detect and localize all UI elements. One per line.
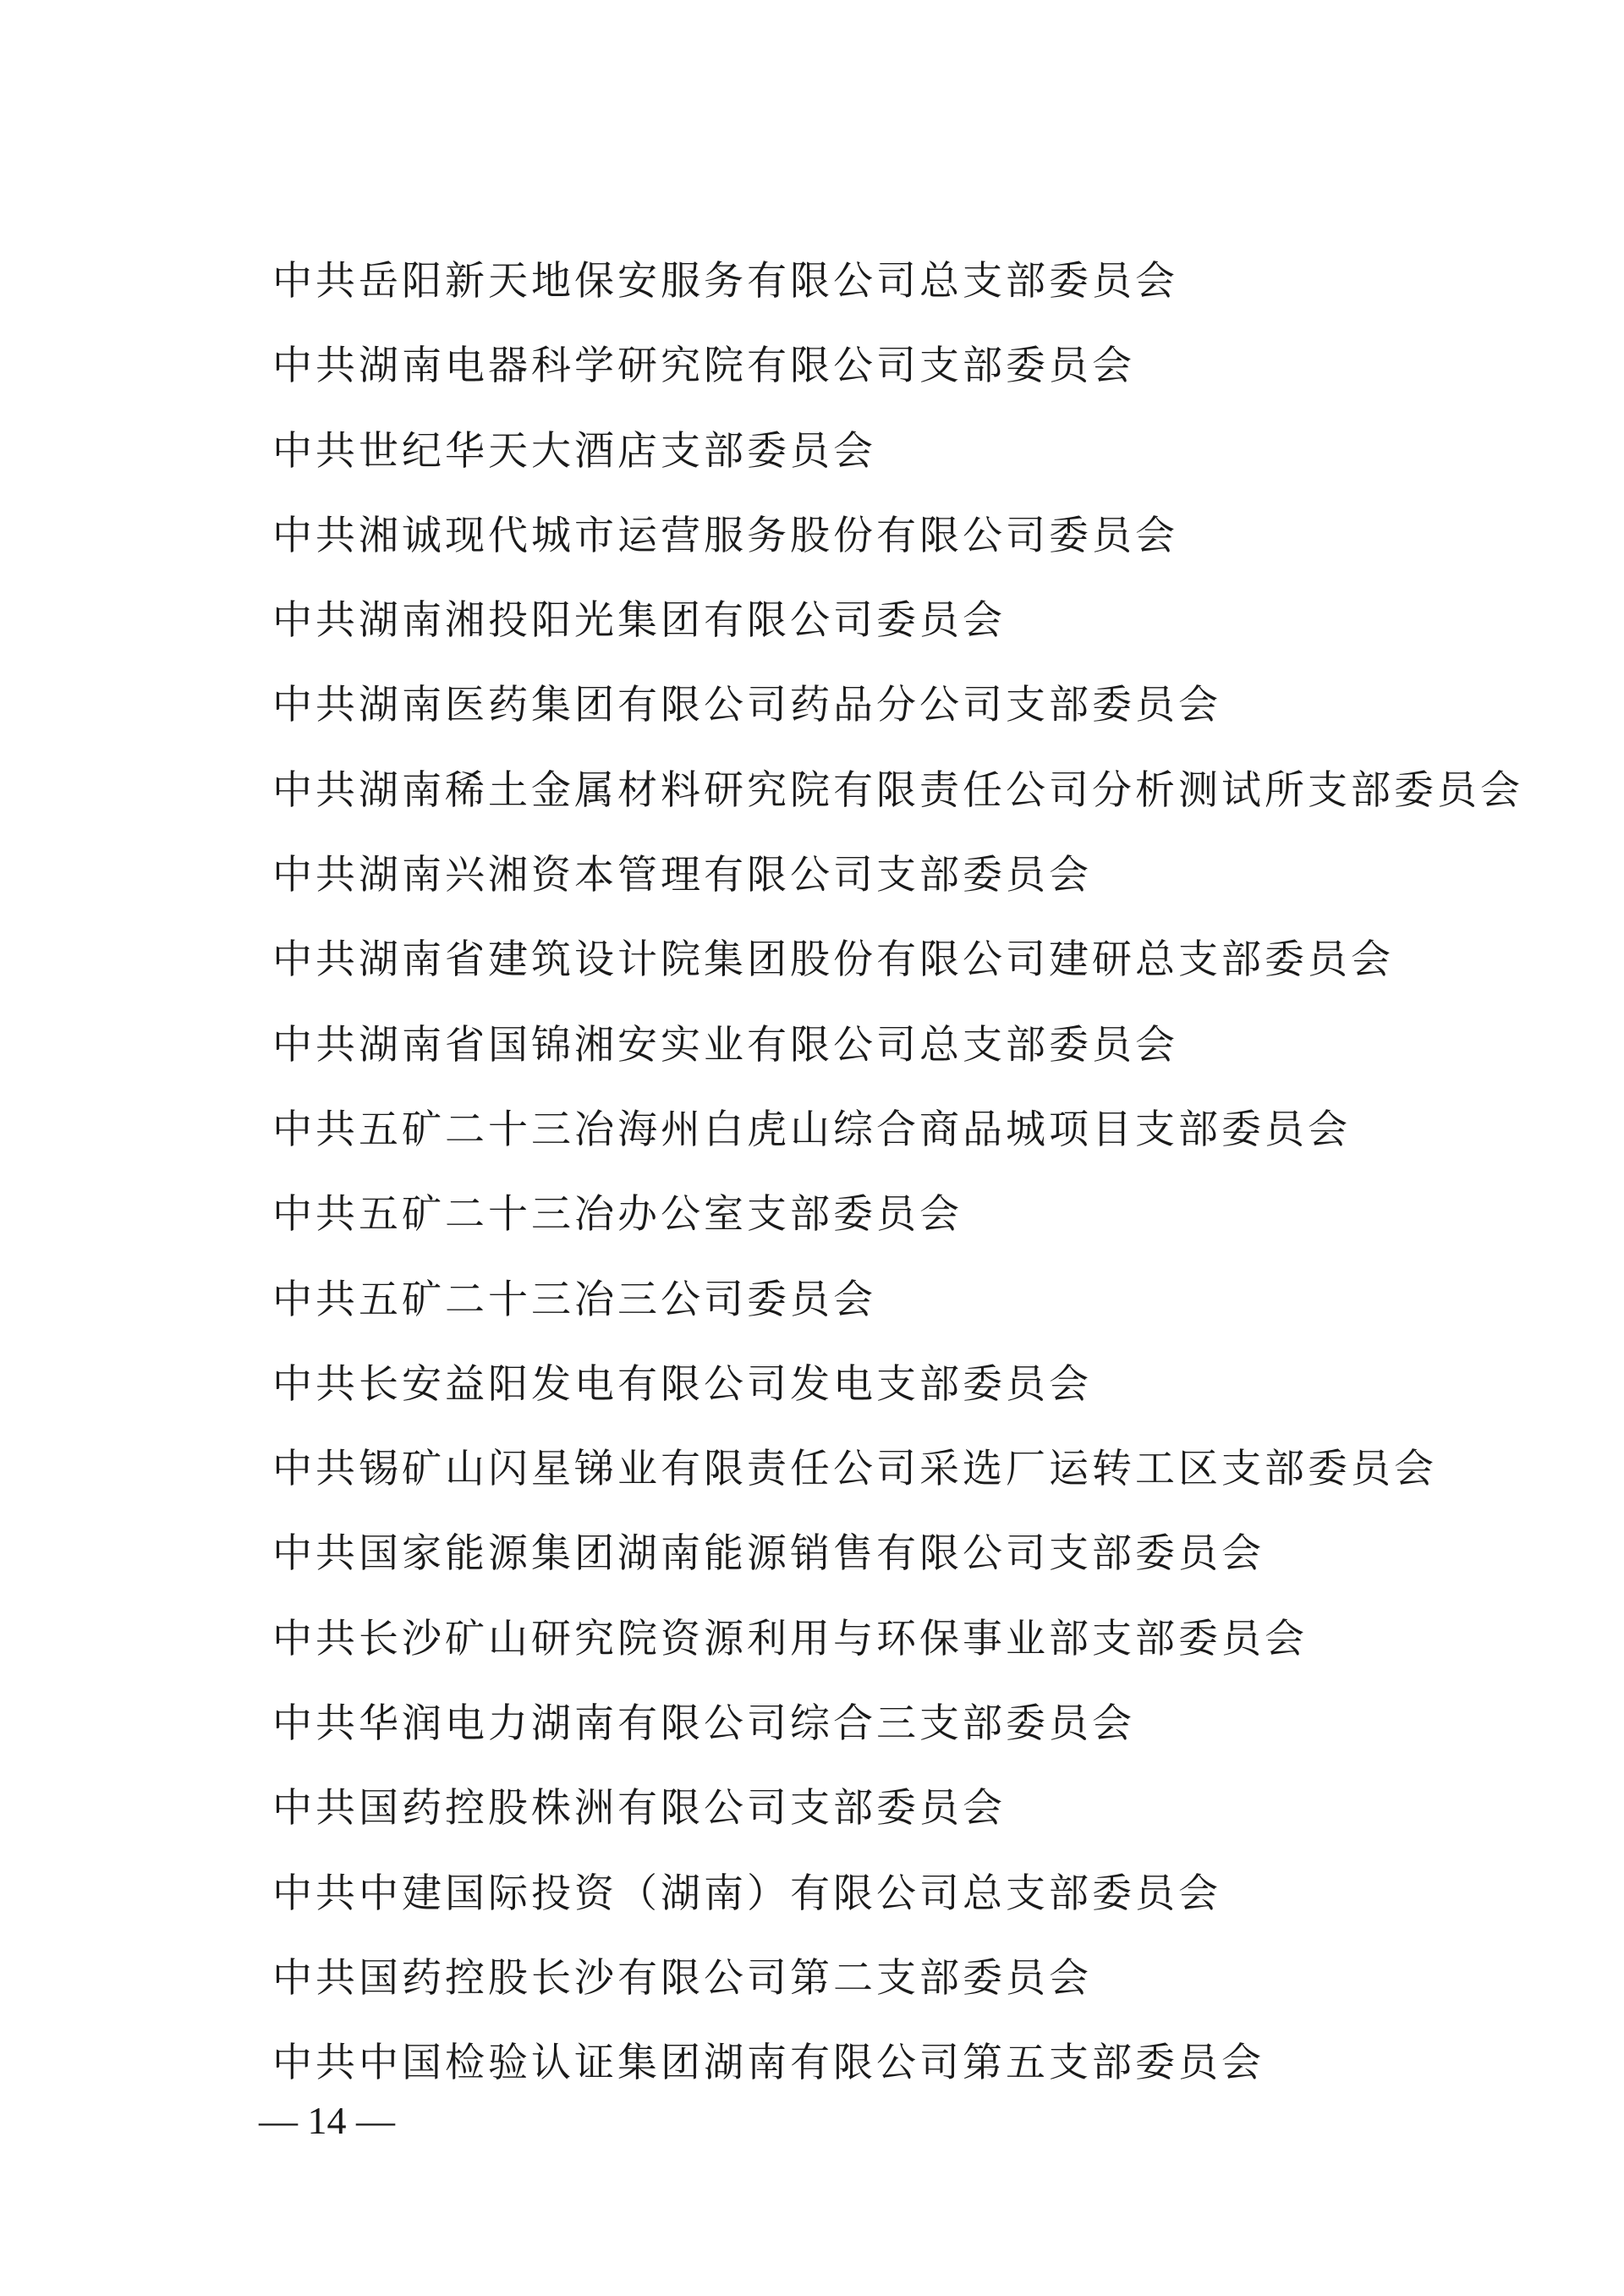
list-item: 中共湖南医药集团有限公司药品分公司支部委员会 xyxy=(272,682,1221,729)
page-number: — 14 — xyxy=(259,2099,395,2142)
list-item: 中共湖南湘投阳光集团有限公司委员会 xyxy=(272,597,1006,645)
organization-list xyxy=(272,239,1523,2106)
list-item: 中共国家能源集团湖南能源销售有限公司支部委员会 xyxy=(272,1530,1265,1578)
list-item: 中共华润电力湖南有限公司综合三支部委员会 xyxy=(272,1700,1135,1748)
list-item: 中共国药控股长沙有限公司第二支部委员会 xyxy=(272,1954,1092,2002)
list-item: 中共湖南兴湘资本管理有限公司支部委员会 xyxy=(272,852,1092,899)
list-item: 中共五矿二十三冶办公室支部委员会 xyxy=(272,1191,963,1239)
list-item: 中共五矿二十三冶三公司委员会 xyxy=(272,1276,876,1323)
list-item: 中共锡矿山闪星锑业有限责任公司采选厂运转工区支部委员会 xyxy=(272,1446,1437,1493)
list-item: 中共湖南电器科学研究院有限公司支部委员会 xyxy=(272,343,1135,390)
list-item: 中共湖南省建筑设计院集团股份有限公司建研总支部委员会 xyxy=(272,937,1394,984)
list-item: 中共五矿二十三冶海州白虎山综合商品城项目支部委员会 xyxy=(272,1106,1351,1153)
list-item: 中共长沙矿山研究院资源利用与环保事业部支部委员会 xyxy=(272,1615,1308,1662)
list-item: 中共中国检验认证集团湖南有限公司第五支部委员会 xyxy=(272,2040,1265,2087)
list-item: 中共长安益阳发电有限公司发电支部委员会 xyxy=(272,1360,1092,1408)
list-item: 中共湖南稀土金属材料研究院有限责任公司分析测试所支部委员会 xyxy=(272,766,1523,814)
list-item: 中共国药控股株洲有限公司支部委员会 xyxy=(272,1785,1006,1832)
list-item: 中共世纪华天大酒店支部委员会 xyxy=(272,427,876,475)
list-item: 中共湘诚现代城市运营服务股份有限公司委员会 xyxy=(272,512,1178,559)
list-item: 中共中建国际投资（湖南）有限公司总支部委员会 xyxy=(272,1870,1221,1917)
list-item: 中共岳阳新天地保安服务有限公司总支部委员会 xyxy=(272,258,1178,305)
list-item: 中共湖南省国锦湘安实业有限公司总支部委员会 xyxy=(272,1021,1178,1068)
